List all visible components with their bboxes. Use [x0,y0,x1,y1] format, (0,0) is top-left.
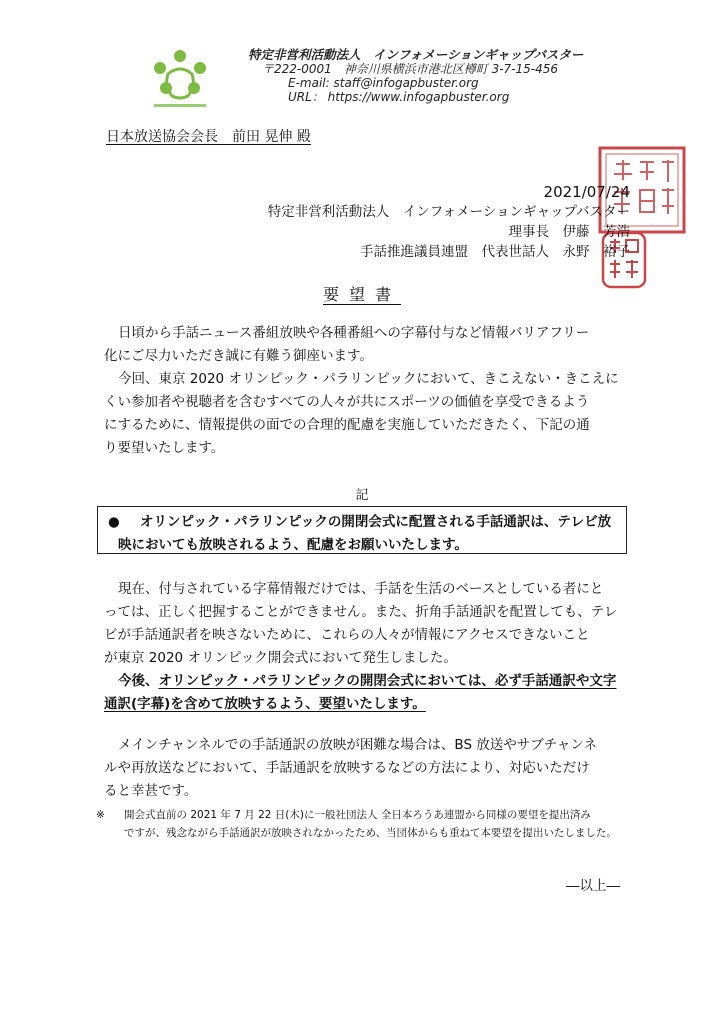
request-lead: 今後、 [118,673,159,689]
ki-heading: 記 [355,488,369,503]
letterhead-address: 〒222-0001 神奈川県横浜市港北区樽町 3-7-15-456 [262,62,559,76]
letterhead-email: E-mail: staff@infogapbuster.org [288,76,479,90]
sender-chairman: 理事長 伊藤 芳浩 [508,224,630,240]
situation-paragraph [104,578,640,670]
intro-line-5: にするために、情報提供の面での合理的配慮を実施していただきたく、下記の通 [104,417,590,433]
alternative-paragraph [104,734,640,803]
sender-block [268,182,630,262]
situation-line-1: 現在、付与されている字幕情報だけでは、手話を生活のベースとしている者にと [118,581,604,597]
alternative-line-3: ると幸甚です。 [104,783,198,799]
addressee: 日本放送協会会長 前田 晃伸 殿 [106,129,311,145]
intro-paragraph [104,322,640,460]
letterhead [248,48,583,104]
organization-logo [148,44,212,112]
note-mark: ※ [96,809,105,821]
closing-mark: ―以上― [566,878,620,894]
request-box [97,506,627,554]
sender-league-representative: 手話推進議員連盟 代表世話人 永野 裕子 [360,244,630,260]
alternative-line-2: ルや再放送などにおいて、手話通訳を放映するなどの方法により、対応いただけ [104,760,590,776]
people-circle-logo-icon [148,44,212,112]
footnote [96,806,656,842]
intro-line-4: くい参加者や視聴者を含むすべての人々が共にスポーツの価値を享受できるよう [104,394,590,410]
note-line-1: 開会式直前の 2021 年 7 月 22 日(木)に一般社団法人 全日本ろうあ連盟から同様の要望を提出済み [124,809,591,821]
intro-line-1: 日頃から手話ニュース番組放映や各種番組への字幕付与など情報バリアフリー [118,325,590,341]
situation-line-4: が東京 2020 オリンピック開会式において発生しました。 [104,650,457,666]
request-paragraph [104,670,640,716]
intro-line-3: 今回、東京 2020 オリンピック・パラリンピックにおいて、きこえない・きこえに [118,371,619,387]
request-emphasis-line-2: 通訳(字幕)を含めて放映するよう、要望いたします。 [104,696,426,712]
request-emphasis-line-1: オリンピック・パラリンピックの開閉会式においては、必ず手話通訳や文字 [158,673,617,689]
sender-organization: 特定非営利活動法人 インフォメーションギャップバスター [267,204,630,220]
letter-date: 2021/07/24 [543,183,630,201]
situation-line-2: っては、正しく把握することができません。また、折角手話通訳を配置しても、テレ [104,604,618,620]
request-line-2: 映においても放映されるよう、配慮をお願いいたします。 [118,537,468,553]
intro-line-2: 化にご尽力いただき誠に有難う御座います。 [104,348,373,364]
letterhead-org-name: 特定非営利活動法人 インフォメーションギャップバスター [248,47,584,62]
request-line-1: オリンピック・パラリンピックの開閉会式に配置される手話通訳は、テレビ放 [140,514,612,530]
note-line-2: ですが、残念ながら手話通訳が放映されなかったため、当団体からも重ねて本要望を提出いたしました。 [124,827,617,839]
situation-line-3: ビが手話通訳者を映さないために、これらの人々が情報にアクセスできないこと [104,627,590,643]
bullet-marker: ● [108,514,120,530]
document-title: 要望書 [322,285,401,304]
intro-line-6: り要望いたします。 [104,440,225,456]
letterhead-url: URL： https://www.infogapbuster.org [288,90,510,104]
alternative-line-1: メインチャンネルでの手話通訳の放映が困難な場合は、BS 放送やサブチャンネ [118,737,597,753]
